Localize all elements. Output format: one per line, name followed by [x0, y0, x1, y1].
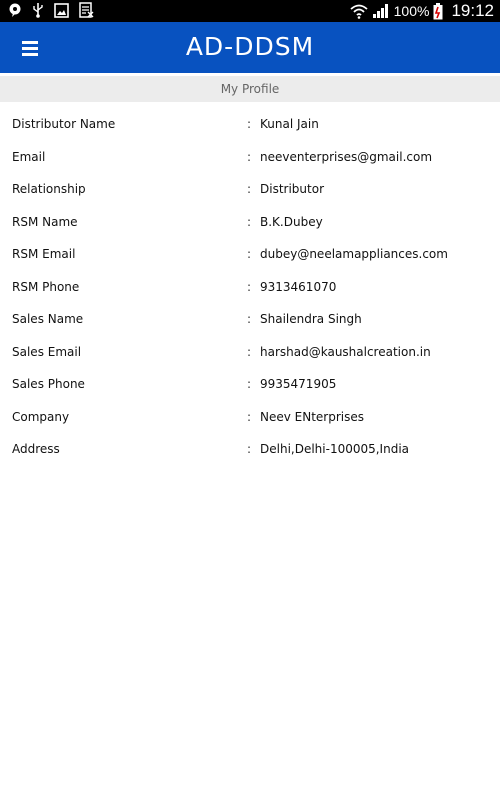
profile-label: Sales Name — [12, 312, 84, 326]
profile-separator: : — [247, 377, 252, 391]
profile-row — [0, 336, 500, 369]
status-left-icons — [8, 2, 94, 18]
profile-separator: : — [247, 312, 252, 326]
status-time: 19:12 — [451, 1, 494, 20]
profile-row — [0, 108, 500, 141]
profile-row — [0, 206, 500, 239]
profile-value: B.K.Dubey — [260, 214, 323, 229]
profile-row — [0, 303, 500, 336]
status-bar — [0, 0, 500, 22]
profile-value: neeventerprises@gmail.com — [260, 149, 433, 164]
image-icon — [54, 3, 69, 18]
profile-value: 9313461070 — [260, 279, 337, 294]
profile-label: Distributor Name — [12, 117, 116, 131]
profile-row — [0, 238, 500, 271]
profile-separator: : — [247, 182, 252, 196]
profile-separator: : — [247, 149, 252, 164]
profile-label: RSM Email — [12, 247, 76, 261]
profile-separator: : — [247, 344, 252, 359]
chat-bubble-icon — [8, 2, 22, 18]
profile-label: Sales Email — [12, 344, 82, 359]
profile-value: Kunal Jain — [260, 117, 319, 131]
app-bar — [0, 22, 500, 73]
profile-separator: : — [247, 247, 252, 261]
battery-percent: 100% — [393, 3, 430, 19]
profile-separator: : — [247, 117, 252, 131]
profile-details — [0, 108, 500, 466]
wifi-icon — [350, 3, 368, 19]
profile-label: Address — [12, 442, 60, 456]
profile-label: RSM Phone — [12, 279, 80, 294]
profile-row — [0, 433, 500, 466]
profile-row — [0, 368, 500, 401]
app-title: AD-DDSM — [185, 32, 315, 61]
profile-label: Sales Phone — [12, 377, 85, 391]
clipboard-icon — [79, 2, 94, 18]
profile-label: RSM Name — [12, 214, 78, 229]
profile-value: Delhi,Delhi-100005,India — [260, 442, 410, 456]
profile-row — [0, 271, 500, 304]
profile-label: Company — [12, 409, 70, 424]
usb-icon — [32, 2, 44, 18]
page-title: My Profile — [0, 76, 500, 102]
profile-separator: : — [247, 442, 252, 456]
profile-label: Email — [12, 149, 46, 164]
profile-separator: : — [247, 409, 252, 424]
profile-separator: : — [247, 214, 252, 229]
profile-value: Distributor — [260, 182, 325, 196]
profile-row — [0, 141, 500, 174]
profile-row — [0, 401, 500, 434]
profile-row — [0, 173, 500, 206]
profile-value: Neev ENterprises — [260, 409, 365, 424]
profile-value: 9935471905 — [260, 377, 337, 391]
profile-value: dubey@neelamappliances.com — [260, 247, 448, 261]
profile-separator: : — [247, 279, 252, 294]
signal-icon — [372, 3, 390, 19]
profile-value: Shailendra Singh — [260, 312, 362, 326]
profile-value: harshad@kaushalcreation.in — [260, 344, 431, 359]
status-right — [350, 0, 494, 22]
profile-label: Relationship — [12, 182, 86, 196]
battery-icon — [433, 3, 443, 20]
